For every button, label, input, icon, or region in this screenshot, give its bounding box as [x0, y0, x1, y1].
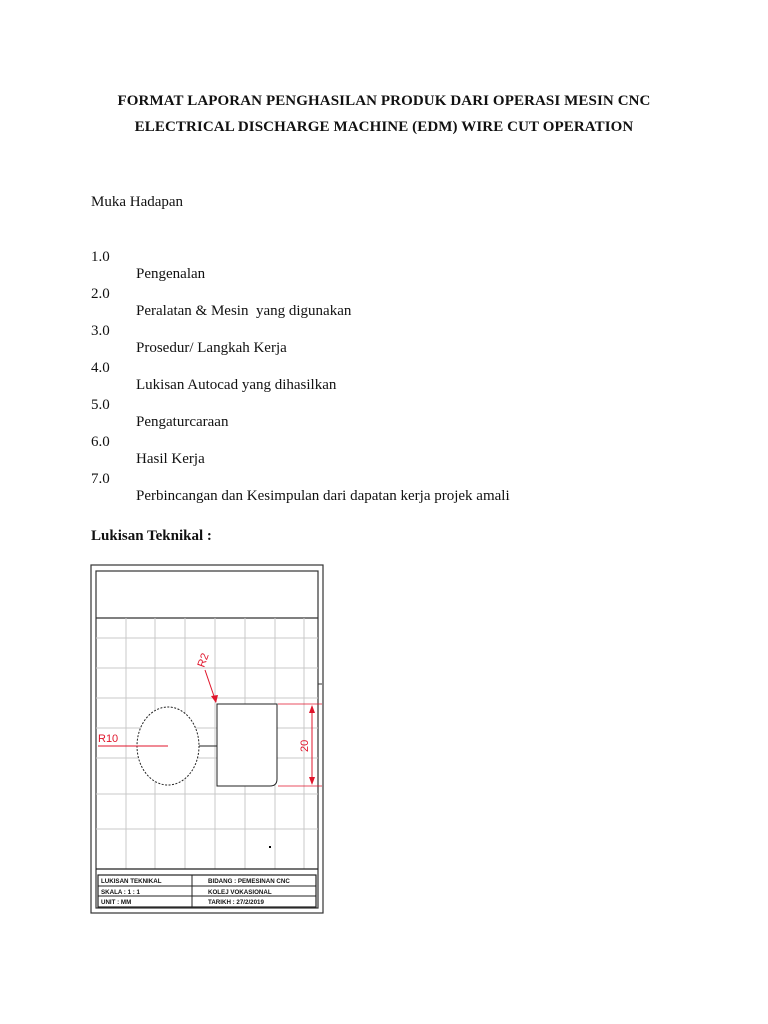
toc-text: Lukisan Autocad yang dihasilkan — [136, 377, 337, 393]
title-block-unit: UNIT : MM — [101, 899, 132, 906]
toc-number: 6.0 — [91, 434, 110, 450]
section-heading: Lukisan Teknikal : — [91, 528, 212, 544]
toc-text: Prosedur/ Langkah Kerja — [136, 340, 287, 356]
toc-text: Peralatan & Mesin yang digunakan — [136, 303, 352, 319]
title-block-title: LUKISAN TEKNIKAL — [101, 878, 162, 885]
title-block-scale: SKALA : 1 : 1 — [101, 889, 140, 896]
height-label: 20 — [299, 739, 311, 752]
toc-text: Hasil Kerja — [136, 451, 205, 467]
document-title-line-1: FORMAT LAPORAN PENGHASILAN PRODUK DARI OPERASI MESIN CNC — [117, 93, 651, 109]
front-page-label: Muka Hadapan — [91, 194, 184, 210]
toc-number: 4.0 — [91, 360, 110, 376]
toc-text: Pengaturcaraan — [136, 414, 229, 430]
technical-drawing — [90, 564, 324, 914]
title-block-date: TARIKH : 27/2/2019 — [208, 899, 264, 906]
toc-number: 2.0 — [91, 286, 110, 302]
corner-radius-label: R2 — [195, 651, 212, 670]
stray-dot — [269, 846, 271, 848]
toc-number: 7.0 — [91, 471, 110, 487]
toc-number: 3.0 — [91, 323, 110, 339]
toc-number: 5.0 — [91, 397, 110, 413]
toc-text: Perbincangan dan Kesimpulan dari dapatan kerja projek amali — [136, 488, 510, 504]
title-block-institution: KOLEJ VOKASIONAL — [208, 889, 272, 896]
toc-number: 1.0 — [91, 249, 110, 265]
title-block-field: BIDANG : PEMESINAN CNC — [208, 878, 290, 885]
radius-label: R10 — [98, 733, 119, 745]
toc-text: Pengenalan — [136, 266, 206, 282]
document-title-line-2: ELECTRICAL DISCHARGE MACHINE (EDM) WIRE CUT OPERATION — [134, 119, 634, 135]
rectangle-feature — [217, 704, 277, 786]
